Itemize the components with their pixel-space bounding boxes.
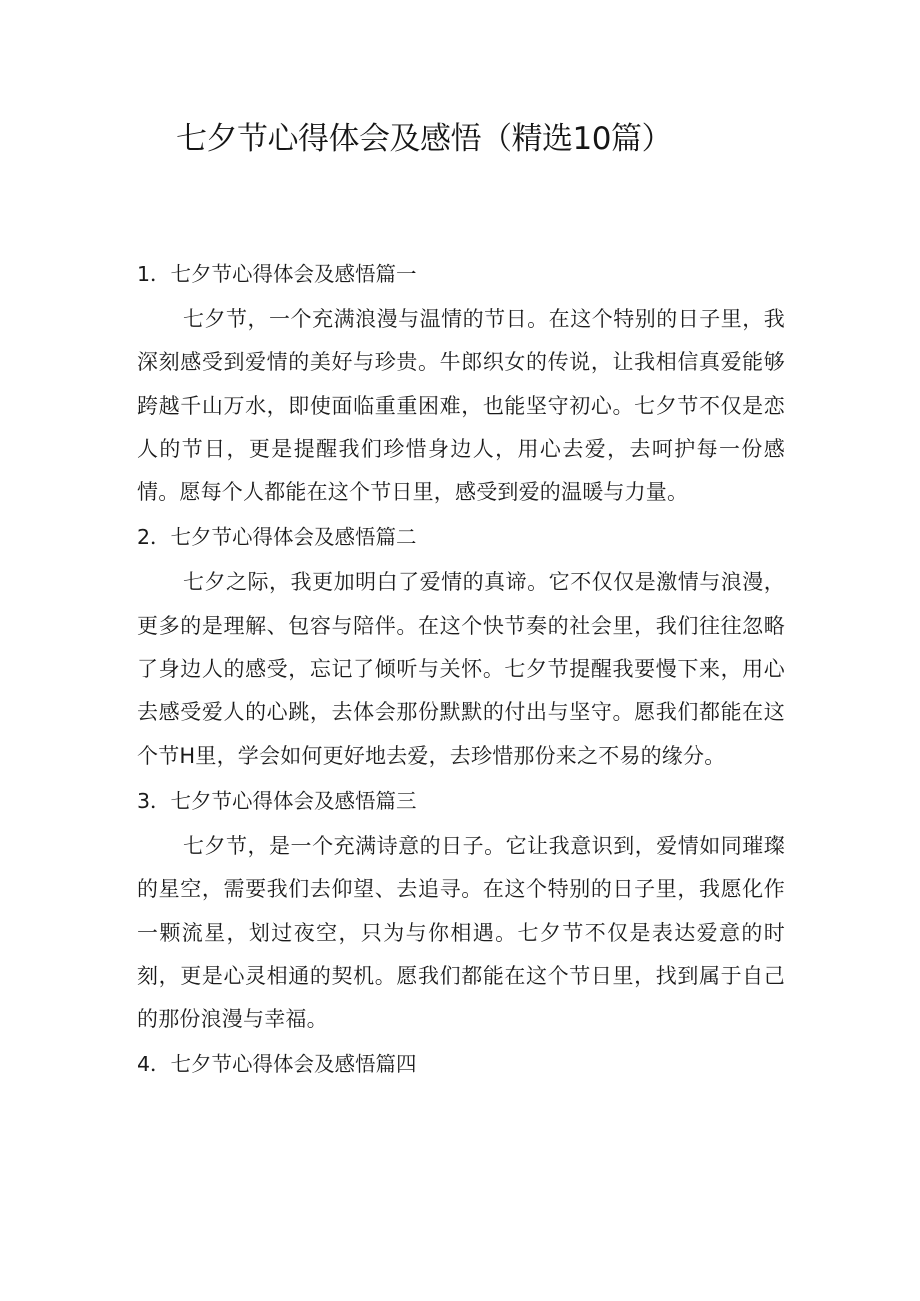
section-heading: 3．七夕节心得体会及感悟篇三 [137,788,417,813]
section-4 [137,1044,785,1084]
section-1 [137,254,785,514]
section-paragraph: 七夕节，一个充满浪漫与温情的节日。在这个特别的日子里，我深刻感受到爱情的美好与珍贵。牛郎织女的传说，让我相信真爱能够跨越千山万水，即使面临重重困难，也能坚守初心。七夕节不仅是恋人的节日，更是提醒我们珍惜身边人，用心去爱，去呵护每一份感情。愿每个人都能在这个节日里，感受到爱的温暖与力量。 [137,307,785,505]
section-2 [137,517,785,777]
section-heading: 4．七夕节心得体会及感悟篇四 [137,1052,417,1077]
section-paragraph: 七夕之际，我更加明白了爱情的真谛。它不仅仅是激情与浪漫，更多的是理解、包容与陪伴。在这个快节奏的社会里，我们往往忽略了身边人的感受，忘记了倾听与关怀。七夕节提醒我要慢下来，用心去感受爱人的心跳，去体会那份默默的付出与坚守。愿我们都能在这个节H里，学会如何更好地去爱，去珍惜那份来之不易的缘分。 [137,570,785,768]
section-heading: 1．七夕节心得体会及感悟篇一 [137,262,417,286]
section-heading: 2．七夕节心得体会及感悟篇二 [137,525,417,550]
section-3 [137,781,785,1041]
document-title: 七夕节心得体会及感悟（精选10篇） [176,121,672,157]
document-body [137,254,785,1088]
section-paragraph: 七夕节，是一个充满诗意的日子。它让我意识到，爱情如同璀璨的星空，需要我们去仰望、去追寻。在这个特别的日子里，我愿化作一颗流星，划过夜空，只为与你相遇。七夕节不仅是表达爱意的时刻，更是心灵相通的契机。愿我们都能在这个节日里，找到属于自己的那份浪漫与幸福。 [137,833,785,1032]
